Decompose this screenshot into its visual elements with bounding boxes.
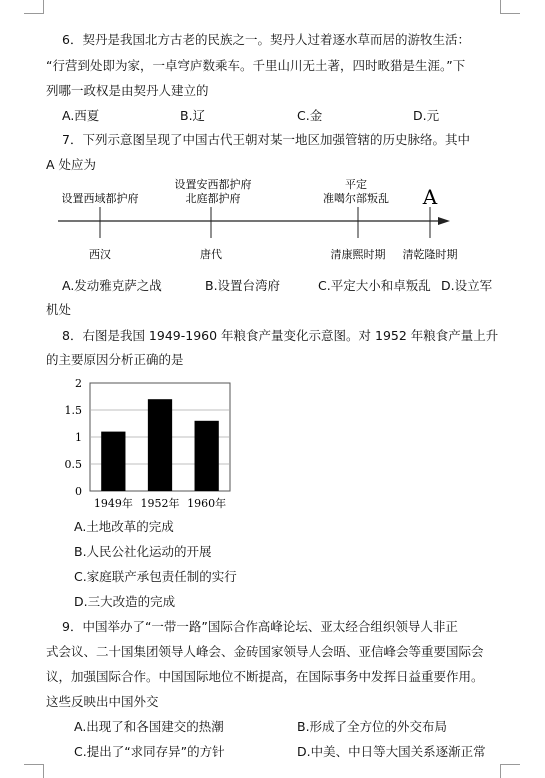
timeline-label-western-protectorate: 设置西域都护府 (61, 192, 139, 205)
timeline-label-a: A (422, 185, 438, 209)
q7-option-d-wrap: 机处 (46, 302, 72, 317)
q7-option-d[interactable]: D.设立军 (441, 278, 493, 293)
corner-mark-top-right (500, 0, 520, 14)
grain-output-bar-chart (60, 375, 240, 515)
q6-stem-line-2: “行营到处即为家，一卓穹庐数乘车。千里山川无土著，四时畋猎是生涯。”下 (46, 58, 466, 73)
chart-bar (195, 421, 219, 491)
timeline-label-beiting-protectorate: 北庭都护府 (185, 192, 241, 205)
q8-option-a[interactable]: A.土地改革的完成 (74, 519, 174, 534)
q7-option-b[interactable]: B.设置台湾府 (205, 278, 281, 293)
q8-stem-line-2: 的主要原因分析正确的是 (46, 352, 184, 367)
q7-timeline-diagram (58, 178, 458, 273)
chart-x-tick-label: 1952年 (140, 497, 180, 510)
timeline-label-anxi-protectorate: 设置安西都护府 (174, 178, 252, 191)
timeline-label-qianlong: 清乾隆时期 (402, 248, 458, 261)
q6-option-a[interactable]: A.西夏 (62, 108, 100, 123)
corner-mark-top-left (24, 0, 44, 14)
q8-option-b[interactable]: B.人民公社化运动的开展 (74, 544, 212, 559)
q9-option-b[interactable]: B.形成了全方位的外交布局 (297, 719, 448, 734)
corner-mark-bottom-right (500, 764, 520, 778)
chart-y-tick-label: 0 (75, 485, 82, 498)
q7-stem-line-2: A 处应为 (46, 157, 97, 172)
timeline-label-dzungar-rebellion: 准噶尔部叛乱 (323, 192, 389, 205)
q7-option-a[interactable]: A.发动雅克萨之战 (62, 278, 162, 293)
q8-option-c[interactable]: C.家庭联产承包责任制的实行 (74, 569, 237, 584)
q9-option-d[interactable]: D.中美、中日等大国关系逐渐正常 (297, 744, 486, 759)
timeline-label-western-han: 西汉 (89, 248, 111, 261)
chart-x-tick-label: 1949年 (93, 497, 133, 510)
q6-option-b[interactable]: B.辽 (180, 108, 206, 123)
chart-bar (101, 432, 125, 491)
chart-x-tick-label: 1960年 (187, 497, 227, 510)
timeline-label-pacify: 平定 (345, 178, 367, 191)
q9-option-a[interactable]: A.出现了和各国建交的热潮 (74, 719, 224, 734)
q9-option-c[interactable]: C.提出了“求同存异”的方针 (74, 744, 225, 759)
q8-stem-line-1: 8．右图是我国 1949-1960 年粮食产量变化示意图。对 1952 年粮食产量上升 (62, 328, 499, 343)
q7-stem-line-1: 7．下列示意图呈现了中国古代王朝对某一地区加强管辖的历史脉络。其中 (62, 132, 470, 147)
timeline-label-tang: 唐代 (200, 248, 222, 261)
q7-option-c[interactable]: C.平定大小和卓叛乱 (318, 278, 431, 293)
chart-y-tick-label: 1 (75, 431, 82, 444)
corner-mark-bottom-left (24, 764, 44, 778)
q9-stem-line-3: 议，加强国际合作。中国国际地位不断提高，在国际事务中发挥日益重要作用。 (46, 669, 484, 684)
q9-stem-line-4: 这些反映出中国外交 (46, 694, 159, 709)
chart-y-tick-label: 1.5 (64, 404, 82, 417)
q9-stem-line-2: 式会议、二十国集团领导人峰会、金砖国家领导人会晤、亚信峰会等重要国际会 (46, 644, 484, 659)
chart-bar (148, 399, 172, 491)
q6-option-c[interactable]: C.金 (297, 108, 323, 123)
chart-y-tick-label: 0.5 (64, 458, 82, 471)
q9-stem-line-1: 9．中国举办了“一带一路”国际合作高峰论坛、亚太经合组织领导人非正 (62, 619, 458, 634)
q6-option-d[interactable]: D.元 (413, 108, 440, 123)
chart-y-tick-label: 2 (75, 377, 82, 390)
q6-stem-line-3: 列哪一政权是由契丹人建立的 (46, 83, 209, 98)
q6-stem-line-1: 6．契丹是我国北方古老的民族之一。契丹人过着逐水草而居的游牧生活： (62, 32, 470, 47)
q8-option-d[interactable]: D.三大改造的完成 (74, 594, 176, 609)
timeline-label-kangxi: 清康熙时期 (330, 248, 386, 261)
